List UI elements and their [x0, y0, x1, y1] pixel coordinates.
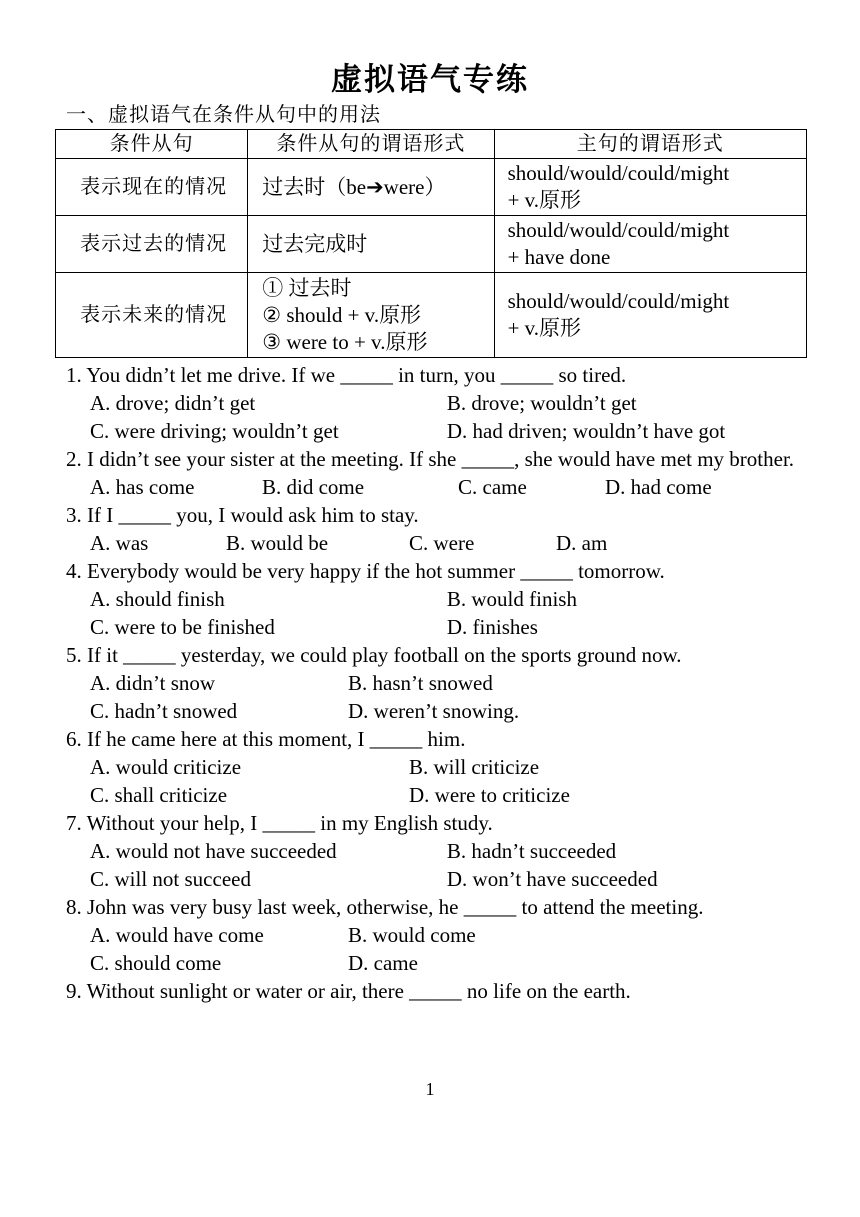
question-item [66, 641, 796, 725]
page-title: 虚拟语气专练 [331, 62, 529, 97]
table-header-row [56, 130, 807, 159]
answer-option[interactable]: B. drove; wouldn’t get [446, 391, 637, 415]
answer-option[interactable]: B. would come [348, 923, 476, 947]
page-number: 1 [425, 1079, 435, 1099]
question-stem: 6. If he came here at this moment, I _____ him. [66, 727, 466, 751]
option-row [66, 837, 796, 865]
main-form-cell [494, 159, 806, 216]
option-row [66, 697, 796, 725]
answer-option[interactable]: B. did come [262, 475, 365, 499]
question-item [66, 501, 796, 557]
answer-option[interactable]: B. will criticize [409, 755, 540, 779]
header-condition: 条件从句 [56, 130, 248, 159]
option-row [66, 613, 796, 641]
clause-form-cell [248, 159, 494, 216]
section-heading: 一、虚拟语气在条件从句中的用法 [66, 104, 381, 126]
clause-form-line: ① 过去时 [262, 275, 352, 300]
question-item [66, 893, 796, 977]
option-row [66, 865, 796, 893]
option-row [66, 781, 796, 809]
clause-form-line: 过去时（be➔were） [262, 174, 446, 199]
option-row [66, 585, 796, 613]
answer-option[interactable]: C. were driving; wouldn’t get [90, 419, 339, 443]
subjunctive-rules-table [55, 129, 807, 358]
answer-option[interactable]: D. were to criticize [409, 783, 570, 807]
answer-option[interactable]: B. hadn’t succeeded [446, 839, 617, 863]
answer-option[interactable]: D. finishes [446, 615, 538, 639]
question-item [66, 361, 796, 445]
clause-form-cell [248, 216, 494, 273]
table-row [56, 273, 807, 358]
answer-option[interactable]: D. weren’t snowing. [348, 699, 520, 723]
answer-option[interactable]: C. will not succeed [90, 867, 251, 891]
option-row [66, 417, 796, 445]
main-form-line: + v.原形 [507, 316, 582, 340]
question-item [66, 977, 796, 1005]
question-item [66, 725, 796, 809]
answer-option[interactable]: B. would be [226, 531, 329, 555]
main-form-line: should/would/could/might [507, 289, 730, 313]
answer-option[interactable]: D. am [556, 531, 608, 555]
question-stem: 1. You didn’t let me drive. If we _____ in turn, you _____ so tired. [66, 363, 627, 387]
answer-option[interactable]: C. shall criticize [90, 783, 228, 807]
clause-form-line: ② should + v.原形 [262, 302, 422, 327]
table-row [56, 159, 807, 216]
header-main-form: 主句的谓语形式 [494, 130, 806, 159]
answer-option[interactable]: C. were to be finished [90, 615, 275, 639]
question-stem: 4. Everybody would be very happy if the hot summer _____ tomorrow. [66, 559, 665, 583]
main-form-cell [494, 216, 806, 273]
question-stem: 9. Without sunlight or water or air, there _____ no life on the earth. [66, 979, 631, 1003]
question-stem: 2. I didn’t see your sister at the meeting. If she _____, she would have met my brother. [66, 447, 795, 471]
answer-option[interactable]: A. didn’t snow [90, 671, 216, 695]
answer-option[interactable]: C. should come [90, 951, 222, 975]
option-row [66, 949, 796, 977]
condition-cell: 表示现在的情况 [56, 159, 248, 216]
answer-option[interactable]: A. would criticize [90, 755, 242, 779]
answer-option[interactable]: A. has come [90, 475, 195, 499]
question-stem: 7. Without your help, I _____ in my English study. [66, 811, 493, 835]
answer-option[interactable]: D. came [348, 951, 418, 975]
table-row [56, 216, 807, 273]
option-row [66, 473, 796, 501]
question-item [66, 809, 796, 893]
answer-option[interactable]: C. were [409, 531, 475, 555]
answer-option[interactable]: B. hasn’t snowed [348, 671, 493, 695]
answer-option[interactable]: A. would not have succeeded [90, 839, 337, 863]
answer-option[interactable]: C. hadn’t snowed [90, 699, 238, 723]
option-row [66, 669, 796, 697]
question-stem: 8. John was very busy last week, otherwise, he _____ to attend the meeting. [66, 895, 704, 919]
main-form-line: should/would/could/might [507, 218, 730, 242]
answer-option[interactable]: A. drove; didn’t get [90, 391, 256, 415]
main-form-line: + v.原形 [507, 188, 582, 212]
answer-option[interactable]: D. had driven; wouldn’t have got [446, 419, 726, 443]
header-clause-form: 条件从句的谓语形式 [248, 130, 494, 159]
main-form-line: should/would/could/might [507, 161, 730, 185]
option-row [66, 921, 796, 949]
answer-option[interactable]: D. had come [605, 475, 712, 499]
question-stem: 3. If I _____ you, I would ask him to stay. [66, 503, 419, 527]
answer-option[interactable]: A. would have come [90, 923, 264, 947]
main-form-line: + have done [507, 245, 611, 269]
answer-option[interactable]: B. would finish [446, 587, 577, 611]
answer-option[interactable]: C. came [458, 475, 527, 499]
condition-cell: 表示过去的情况 [56, 216, 248, 273]
main-form-cell [494, 273, 806, 358]
answer-option[interactable]: A. was [90, 531, 149, 555]
clause-form-line: 过去完成时 [262, 231, 368, 256]
condition-cell: 表示未来的情况 [56, 273, 248, 358]
clause-form-cell [248, 273, 494, 358]
clause-form-line: ③ were to + v.原形 [262, 329, 428, 354]
question-item [66, 557, 796, 641]
option-row [66, 389, 796, 417]
question-list [66, 361, 796, 1005]
option-row [66, 529, 796, 557]
option-row [66, 753, 796, 781]
question-stem: 5. If it _____ yesterday, we could play football on the sports ground now. [66, 643, 682, 667]
answer-option[interactable]: A. should finish [90, 587, 225, 611]
answer-option[interactable]: D. won’t have succeeded [446, 867, 658, 891]
question-item [66, 445, 796, 501]
